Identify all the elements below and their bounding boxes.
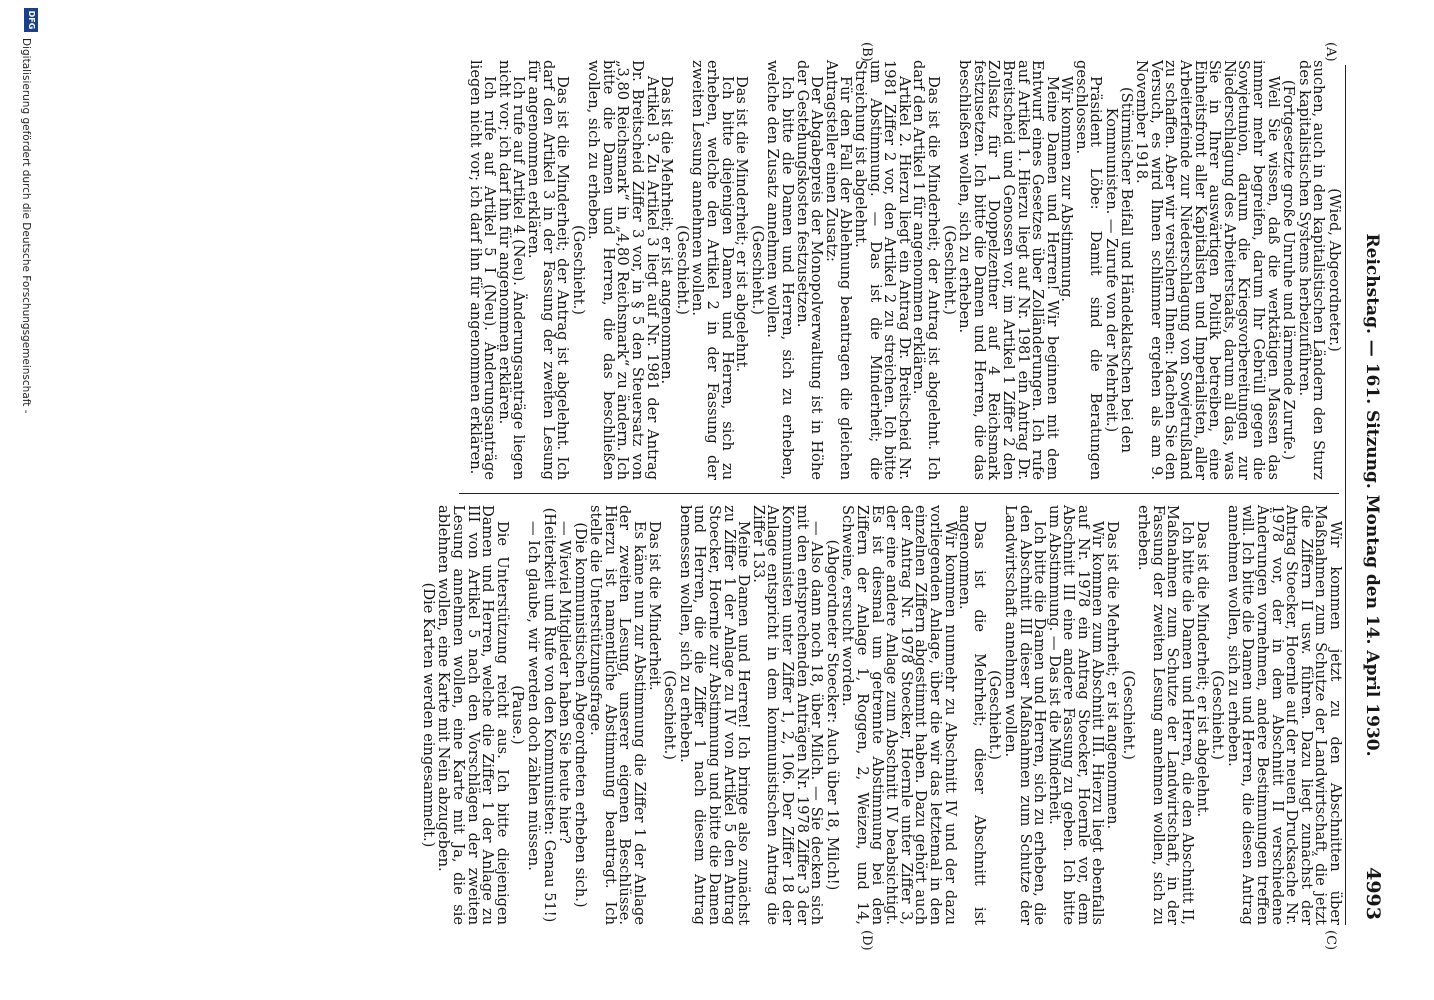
paragraph: suchen, auch in den kapitalistischen Ländern den Sturz des kapitalistischen Systems herbeizuführen.: [1295, 60, 1328, 480]
paragraph: Wir kommen zur Abstimmung.: [1058, 76, 1076, 303]
paragraph: Ich rufe auf Artikel 4 (Neu). Änderungsanträge liegen nicht vor; ich darf ihn für angenommen erklären.: [495, 60, 528, 480]
paragraph: Das ist die Minderheit; der Antrag ist abgelehnt. Ich darf den Artikel 1 für angenommen erklären.: [910, 60, 942, 480]
header-rule: [1345, 65, 1346, 925]
paragraph: Weil Sie wissen, daß die werktätigen Massen das immer mehr begreifen, darum Ihr Gebrüll gegen die Sowjetunion, darum die Kriegsvorbereitungen zur Niederschlagung des Arbeiterstaats, darum all das, was Sie in Ihrer auswärtigen Politik betreiben, eine Einheitsfront aller Kapitalisten und Imperialisten, aller Arbeiterfeinde zur Niederschlagung von Sowjetrußland zu schaffen. Aber wir versichern Ihnen: Machen Sie den Versuch, es wird Ihnen schlimmer ergehen als am 9. November 1918.: [1133, 60, 1282, 480]
paragraph: Ich bitte die Damen und Herren, sich zu erheben, welche den Zusatz annehmen wollen.: [764, 60, 797, 480]
dfg-logo: DFG: [24, 8, 38, 32]
paragraph: Das ist die Mehrheit; dieser Abschnitt ist angenommen.: [956, 505, 988, 925]
page-header: [1356, 70, 1384, 920]
paragraph: Präsident Löbe: Damit sind die Beratungen geschlossen.: [1072, 60, 1105, 480]
paragraph: Meine Damen und Herren! Ich bringe also zunächst zu Ziffer 1 der Anlage zu IV von Artikel 5 den Antrag Stoecker, Hoernle zur Abstimmung und bitte die Damen und Herren, die die Ziffer 1 nach diesem Antrag bemessen wollen, sich zu erheben.: [676, 505, 753, 925]
paragraph: Das ist die Minderheit; er ist abgelehnt.: [733, 76, 751, 373]
interjection: (Abgeordneter Stoecker: Auch über 18, Milch!): [823, 539, 841, 891]
margin-mark-b: (B): [859, 42, 874, 62]
column-divider: [459, 493, 1339, 494]
interjection: (Geschieht.): [1119, 670, 1137, 760]
interjection: (Geschieht.): [986, 670, 1004, 760]
interjection: (Heiterkeit und Rufe von den Kommunisten: Genau 51!): [540, 507, 558, 923]
header-title: Reichstag. — 161. Sitzung. Montag den 14. April 1930.: [1362, 233, 1382, 757]
paragraph: Das ist die Minderheit.: [645, 521, 663, 691]
interjection: (Die Karten werden eingesammelt.): [419, 582, 437, 848]
interjection: (Stürmischer Beifall und Händeklatschen bei den Kommunisten. — Zurufe von der Mehrheit.): [1103, 87, 1135, 453]
paragraph: Für den Fall der Ablehnung beantragen die gleichen Antragsteller einen Zusatz:: [822, 60, 855, 480]
paragraph: Meine Damen und Herren! Wir beginnen mit dem Entwurf eines Gesetzes über Zolländerungen. Ich rufe auf Artikel 1. Hierzu liegt auf Nr. 1981 ein Antrag Dr. Breitscheid und Genossen vor, im Artikel 1 Ziffer 2 den Zollsatz für 1 Doppelzentner auf 4 Reichsmark festzusetzen. Ich bitte die Damen und Herren, die das beschließen wollen, sich zu erheben.: [956, 60, 1061, 480]
interjection: (Fortgesetzte große Unruhe und lärmende Zurufe.): [1280, 79, 1298, 461]
right-text-column: [419, 505, 1344, 925]
paragraph: Das ist die Mehrheit; er ist angenommen.: [658, 76, 676, 385]
interjection: (Geschieht.): [940, 225, 958, 315]
paragraph: Wir kommen jetzt zu den Abschnitten über Maßnahmen zum Schutze der Landwirtschaft, die jetzt die Ziffern II usw. führen. Dazu liegt zunächst der Antrag Stoecker, Hoernle auf der neuen Drucksache Nr. 1978 vor, der in dem Abschnitt II verschiedene Änderungen vornehmen, andere Bestimmungen treffen will. Ich bitte die Damen und Herren, die diesen Antrag annehmen wollen, sich zu erheben.: [1224, 505, 1344, 925]
interjection: (Geschieht.): [1209, 670, 1227, 760]
paragraph: — Also dann noch 18, über Milch. — Sie decken sich mit den entsprechenden Anträgen Nr. 1978 Ziffer 3 der Kommunisten unter Ziffer 1, 2, 106. Der Ziffer 18 der Anlage entspricht in dem kommunistischen Antrag die Ziffer 133.: [749, 505, 826, 925]
interjection: (Die kommunistischen Abgeordneten erheben sich.): [571, 522, 589, 908]
speaker-line: (Wied, Abgeordneter.): [1326, 188, 1343, 352]
interjection: (Geschieht.): [748, 225, 766, 315]
margin-mark-a: (A): [1323, 42, 1338, 62]
digitization-note: [14, 8, 44, 998]
paragraph: Das ist die Mehrheit; er ist angenommen.: [1104, 521, 1122, 830]
paragraph: Wir kommen zum Abschnitt III. Hierzu liegt ebenfalls auf Nr. 1978 ein Antrag Stoecker, Hoernle vor, dem Abschnitt III eine andere Fassung zu geben. Ich bitte um Abstimmung. — Das ist die Minderheit.: [1045, 505, 1107, 925]
paragraph: — Ich glaube, wir werden doch zählen müssen.: [524, 521, 542, 871]
left-text-column: [452, 60, 1342, 480]
paragraph: Ich bitte diejenigen Damen und Herren, sich zu erheben, welche den Artikel 2 in der Fassung der zweiten Lesung annehmen wollen.: [689, 60, 736, 480]
paragraph: Artikel 3. Zu Artikel 3 liegt auf Nr. 1981 der Antrag Dr. Breitscheid Ziffer 3 vor, in § 5 den Steuersatz von „3,80 Reichsmark“ in „4,80 Reichsmark“ zu ändern. Ich bitte die Damen und Herren, die das beschließen wollen, sich zu erheben.: [585, 60, 661, 480]
paragraph: Es käme nun zur Abstimmung die Ziffer 1 der Anlage der zweiten Lesung, unserer eigenen Beschlüsse. Hierzu ist namentliche Abstimmung beantragt. Ich stelle die Unterstützungsfrage.: [587, 505, 649, 925]
paragraph: Wir kommen nunmehr zu Abschnitt IV und der dazu vorliegenden Anlage, über die wir das letztemal in den einzelnen Ziffern abgestimmt haben. Dazu gehört auch der Antrag Nr. 1978 Stoecker, Hoernle unter Ziffer 3, der eine andere Anlage zum Abschnitt IV beabsichtigt. Es ist diesmal um getrennte Abstimmung bei den Ziffern der Anlage 1, Roggen, 2, Weizen, und 14, Schweine, ersucht worden.: [839, 505, 959, 925]
paragraph: Das ist die Minderheit; er ist abgelehnt.: [1193, 521, 1211, 818]
interjection: (Geschieht.): [661, 670, 679, 760]
paragraph: Ich bitte die Damen und Herren, die den Abschnitt II, Maßnahmen zum Schutze der Landwirtschaft, in der Fassung der zweiten Lesung annehmen wollen, sich zu erheben.: [1135, 505, 1197, 925]
paragraph: Ich bitte die Damen und Herren, sich zu erheben, die den Abschnitt III dieser Maßnahmen zum Schutze der Landwirtschaft annehmen wollen.: [1001, 505, 1049, 925]
margin-mark-d: (D): [859, 930, 874, 951]
interjection: (Pause.): [509, 685, 527, 745]
paragraph: Artikel 2. Hierzu liegt ein Antrag Dr. Breitscheid Nr. 1981 Ziffer 2 vor, den Artikel 2 zu streichen. Ich bitte um Abstimmung. — Das ist die Minderheit; die Streichung ist abgelehnt.: [852, 60, 913, 480]
funding-note: Digitalisierung gefördert durch die Deutsche Forschungsgemeinschaft -: [20, 38, 32, 414]
interjection: (Geschieht.): [569, 225, 587, 315]
margin-mark-c: (C): [1323, 930, 1338, 951]
paragraph: Die Unterstützung reicht aus. Ich bitte diejenigen Damen und Herren, welche die Ziffer 1 der Anlage zu III von Artikel 5 nach den Vorschlägen der zweiten Lesung annehmen wollen, eine Karte mit Ja, die sie ablehnen wollen, eine Karte mit Nein abzugeben.: [435, 505, 511, 925]
paragraph: Ich rufe auf Artikel 5 I (Neu). Änderungsanträge liegen nicht vor; ich darf ihn für angenommen erklären.: [466, 60, 499, 480]
paragraph: Der Abgabepreis der Monopolverwaltung ist in Höhe der Gestehungskosten festzusetzen.: [793, 60, 826, 480]
interjection: (Geschieht.): [673, 225, 691, 315]
paragraph: — Wieviel Mitglieder haben Sie heute hier?: [556, 521, 574, 844]
page-number: 4993: [1362, 867, 1384, 920]
paragraph: Das ist die Minderheit; der Antrag ist abgelehnt. Ich darf den Artikel 3 in der Fassung der zweiten Lesung für angenommen erklären.: [524, 60, 572, 480]
